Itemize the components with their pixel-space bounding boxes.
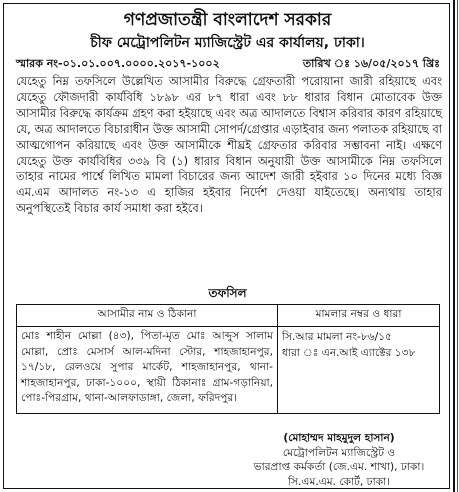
signature-block [224, 431, 454, 489]
signatory-title-1: মেট্রোপলিটন ম্যাজিস্ট্রেট ও [282, 446, 396, 459]
case-column-header: মামলার নম্বর ও ধারা [278, 305, 440, 327]
schedule-heading: তফসিল [208, 286, 247, 300]
government-title: গণপ্রজাতন্ত্রী বাংলাদেশ সরকার [123, 10, 332, 30]
office-title: চীফ মেট্রোপলিটন ম্যাজিস্ট্রেট এর কার্যালয়, ঢাকা। [90, 35, 365, 51]
column-rule-thin [457, 0, 458, 492]
memo-date: তারিখ ঃ ১৬/০৫/২০১৭ খ্রিঃ [302, 57, 440, 70]
notice-frame [3, 3, 450, 489]
table-row [17, 327, 440, 414]
signatory-name: (মোহাম্মদ মাহমুদুল হাসান) [283, 432, 395, 444]
signatory-court: সি.এম.এম. কোর্ট, ঢাকা। [287, 475, 390, 488]
accused-column-header: আসামীর নাম ও ঠিকানা [17, 305, 278, 327]
notice-body: যেহেতু নিম্ন তফসিলে উল্লেখিত আসামীর বিরুদ্ধে গ্রেফতারী পরোয়ানা জারী রহিয়াছে এবং যেহেতু ফৌজদারী কার্যবিধি ১৮৯৮ এর ৮৭ ধারা এবং ৮৮ ধারার বিধান মোতাবেক উক্ত আসামীর বিরুদ্ধে কার্যক্রম গ্রহণ করা হইয়াছে এবং অত্র আদালতে বিশ্বাস করিবার কারণ রহিয়াছে যে, অত্র আদালতে বিচারাধীন উক্ত আসামী সোপর্দ/গ্রেপ্তার এড়াইবার জন্য পলাতক রহিয়াছে বা আত্মগোপন করিয়াছে এবং উক্ত আসামীকে শীঘ্রই গ্রেফতার করিবার সম্ভাবনা নাই। এক্ষণে যেহেতু উক্ত কার্যবিধির ৩৩৯ বি (১) ধারার বিধান অনুযায়ী উক্ত আসামীকে নিম্ন তফসিলে তাহার নামের পার্শ্বে লিখিত মামলা বিচারের জন্য আদেশ জারী হইবার ১০ দিনের মধ্যে বিজ্ঞ এম.এম আদালত নং-১৩ এ হাজির হইবার নির্দেশ দেওয়া যাইতেছে। অন্যথায় তাহার অনুপস্থিতেই বিচার কার্য সমাধা করা হইবে। [16, 74, 442, 216]
memo-reference: স্মারক নং-০১.০১.০০৭.০০০০.২০১৭-১০০২ [16, 57, 220, 70]
memo-row [16, 57, 440, 71]
schedule-table [16, 304, 440, 414]
schedule-header-row [17, 305, 440, 327]
case-cell [278, 327, 440, 414]
column-rule [453, 0, 455, 492]
case-number: সি.আর মামলা নং-৮৬/১৫ [282, 331, 392, 343]
signatory-title-2: ভারপ্রাপ্ত কর্মকর্তা (জে.এম. শাখা), ঢাকা। [253, 461, 425, 473]
case-section: ধারা ঃ এন.আই এ্যাক্টের ১৩৮ [282, 347, 416, 359]
accused-details: মোঃ শাহীন মোল্লা (৪৩), পিতা-মৃত মোঃ আব্দুস সালাম মোল্লা, প্রোঃ মেসার্স আল-মদিনা স্টোর, শাহজাহানপুর, ১৭/১৮, রেলওয়ে সুপার মার্কেট, শাহজাহানপুর, থানা-শাহজাহানপুর, ঢাকা-১০০০, স্থায়ী ঠিকানাঃ গ্রাম-গড়ানিয়া, পোঃ-পিরগ্রাম, থানা-আলফাডাঙ্গা, জেলা, ফরিদপুর। [17, 327, 278, 414]
